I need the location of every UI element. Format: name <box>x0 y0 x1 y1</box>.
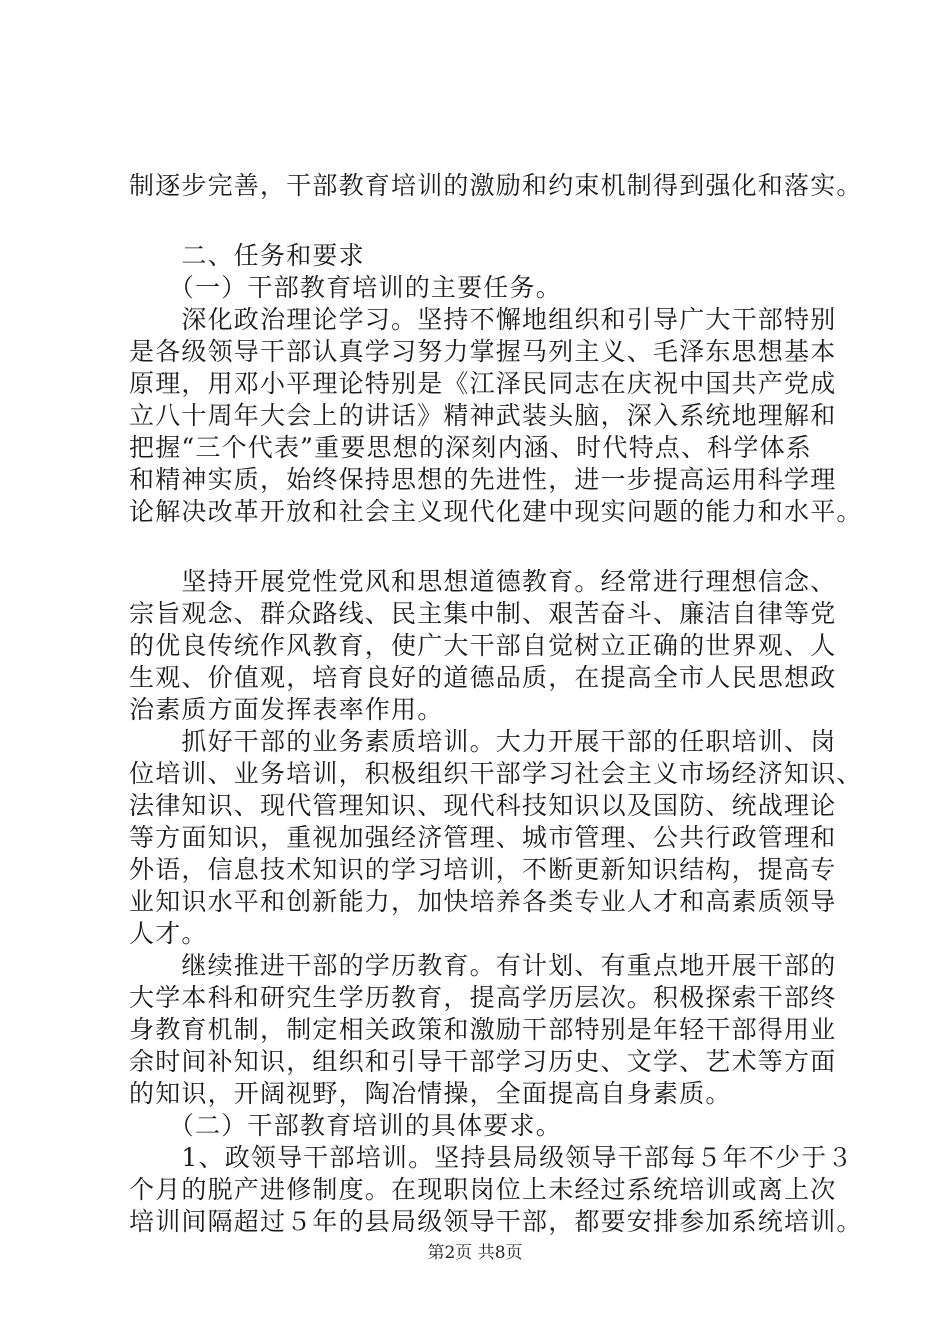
text-line: 宗旨观念、群众路线、民主集中制、艰苦奋斗、廉洁自律等党 <box>129 599 837 628</box>
subsection-heading: （二）干部教育培训的具体要求。 <box>129 1111 562 1140</box>
text-line: 法律知识、现代管理知识、现代科技知识以及国防、统战理论 <box>129 791 837 820</box>
text-line: 和精神实质，始终保持思想的先进性，进一步提高运用科学理 <box>129 465 837 494</box>
text-line: 余时间补知识，组织和引导干部学习历史、文学、艺术等方面 <box>129 1047 837 1076</box>
text-line: 治素质方面发挥表率作用。 <box>129 695 444 724</box>
text-line: 是各级领导干部认真学习努力掌握马列主义、毛泽东思想基本 <box>129 337 837 366</box>
text-line: 大学本科和研究生学历教育，提高学历层次。积极探索干部终 <box>129 983 837 1012</box>
text-line: 立八十周年大会上的讲话》精神武装头脑，深入系统地理解和 <box>129 401 837 430</box>
text-line: 深化政治理论学习。坚持不懈地组织和引导广大干部特别 <box>129 305 837 334</box>
text-line: 个月的脱产进修制度。在现职岗位上未经过系统培训或离上次 <box>129 1175 837 1204</box>
paragraph-gap <box>129 528 829 566</box>
text-line: 把握“三个代表”重要思想的深刻内涵、时代特点、科学体系 <box>129 433 812 462</box>
text-line: 原理，用邓小平理论特别是《江泽民同志在庆祝中国共产党成 <box>129 369 837 398</box>
text-line: 人才。 <box>129 919 208 948</box>
text-line: 生观、价值观，培育良好的道德品质，在提高全市人民思想政 <box>129 663 837 692</box>
text-line: 外语，信息技术知识的学习培训，不断更新知识结构，提高专 <box>129 855 837 884</box>
paragraph-gap <box>129 202 829 240</box>
text-line: 的优良传统作风教育，使广大干部自觉树立正确的世界观、人 <box>129 631 837 660</box>
page-number-label: 第2页 共8页 <box>427 1243 523 1263</box>
text-line: 抓好干部的业务素质培训。大力开展干部的任职培训、岗 <box>129 727 837 756</box>
text-line: 业知识水平和创新能力，加快培养各类专业人才和高素质领导 <box>129 887 837 916</box>
text-line: 论解决改革开放和社会主义现代化建中现实问题的能力和水平。 <box>129 497 863 526</box>
document-body <box>129 170 863 1238</box>
section-heading: 二、任务和要求 <box>129 241 365 270</box>
text-line: 1、政领导干部培训。坚持县局级领导干部每５年不少于３ <box>129 1143 854 1172</box>
text-line: 等方面知识，重视加强经济管理、城市管理、公共行政管理和 <box>129 823 837 852</box>
text-line: 坚持开展党性党风和思想道德教育。经常进行理想信念、 <box>129 567 837 596</box>
text-line: 继续推进干部的学历教育。有计划、有重点地开展干部的 <box>129 951 837 980</box>
subsection-heading: （一）干部教育培训的主要任务。 <box>129 273 562 302</box>
text-line: 制逐步完善，干部教育培训的激励和约束机制得到强化和落实。 <box>129 171 863 200</box>
text-line: 身教育机制，制定相关政策和激励干部特别是年轻干部得用业 <box>129 1015 837 1044</box>
text-line: 位培训、业务培训，积极组织干部学习社会主义市场经济知识、 <box>129 759 863 788</box>
text-line: 培训间隔超过５年的县局级领导干部，都要安排参加系统培训。 <box>129 1207 863 1236</box>
text-line: 的知识，开阔视野，陶冶情操，全面提高自身素质。 <box>129 1079 732 1108</box>
page-footer <box>0 1242 950 1264</box>
